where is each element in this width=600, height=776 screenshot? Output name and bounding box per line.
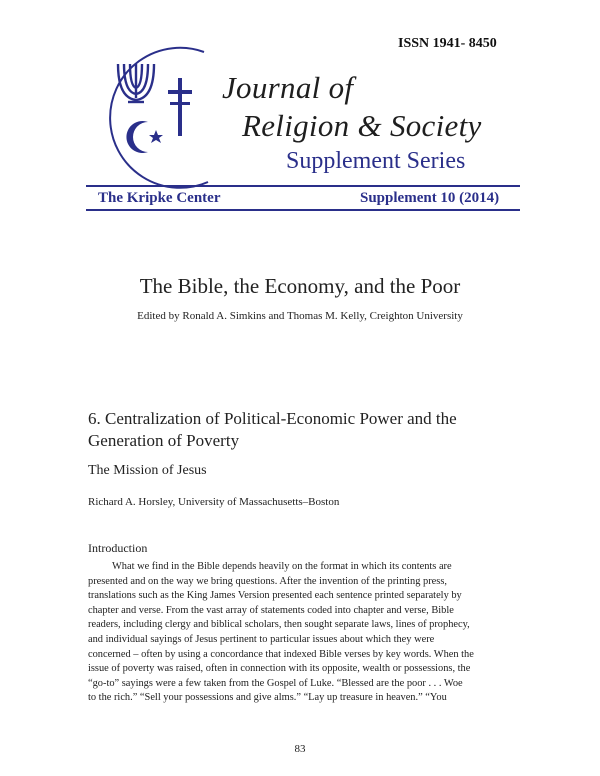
paragraph-line: and individual sayings of Jesus pertinent to particular issues about which they were [88, 633, 435, 645]
book-title: The Bible, the Economy, and the Poor [139, 274, 461, 298]
paragraph-line: issue of poverty was raised, often in connection with its opposite, wealth or possessions, the [88, 663, 471, 675]
menorah-icon [118, 64, 154, 102]
chapter-title-line2: Generation of Poverty [88, 431, 240, 450]
intro-paragraph [88, 560, 513, 706]
journal-logo [96, 40, 226, 190]
paragraph-line: What we find in the Bible depends heavily on the format in which its contents are [112, 561, 452, 572]
chapter-title [88, 408, 528, 452]
paragraph-line: concerned – often by using a concordance that indexed Bible verses by key words. When the [88, 648, 474, 660]
paragraph-line: presented and on the way we bring questions. After the invention of the printing press, [88, 575, 447, 587]
paragraph-line: chapter and verse. From the vast array of statements coded into chapter and verse, Bible [88, 604, 454, 616]
chapter-subtitle: The Mission of Jesus [88, 463, 207, 478]
series-title: Supplement Series [286, 148, 466, 174]
cross-icon [168, 78, 192, 136]
section-heading: Introduction [88, 541, 148, 555]
publisher-name: The Kripke Center [98, 190, 221, 206]
paragraph-line: to the rich.” “Sell your possessions and give alms.” “Lay up treasure in heaven.” “You [88, 692, 447, 704]
paragraph-line: readers, including clergy and biblical scholars, then sought separate laws, lines of prophecy, [88, 619, 470, 631]
journal-title-line2: Religion & Society [242, 108, 482, 143]
paragraph-line: “go-to” sayings were a few taken from the Gospel of Luke. “Blessed are the poor . . . Woe [88, 677, 463, 689]
book-editors: Edited by Ronald A. Simkins and Thomas M. Kelly, Creighton University [137, 310, 463, 322]
journal-title-line1: Journal of [222, 70, 354, 105]
page-number: 83 [294, 743, 306, 755]
chapter-title-line1: 6. Centralization of Political-Economic Power and the [88, 409, 457, 428]
chapter-author: Richard A. Horsley, University of Massachusetts–Boston [88, 496, 340, 508]
supplement-number: Supplement 10 (2014) [360, 190, 500, 206]
crescent-star-icon [126, 121, 163, 153]
issn: ISSN 1941- 8450 [398, 36, 497, 51]
paragraph-line: translations such as the King James Version presented each sentence printed separately by [88, 590, 462, 602]
